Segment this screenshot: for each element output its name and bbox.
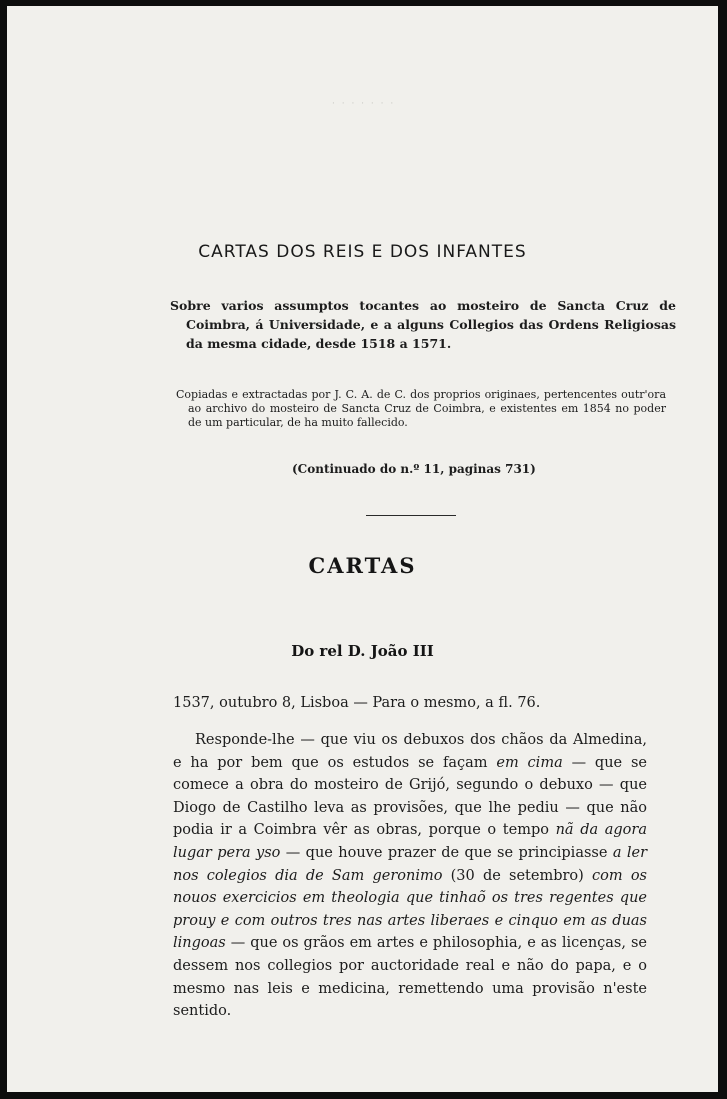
body-italic-run: nã da agora lugar pera yso: [173, 822, 647, 861]
body-italic-run: em cima: [496, 754, 563, 771]
body-italic-run: com os nouos exercicios em theologia que tinhaõ os tres regentes que prouy e com outros tres nas artes liberaes e cinquo em as duas lingoas: [173, 867, 647, 952]
bleed-through-text: · · · · · · ·: [332, 99, 396, 109]
body-text-run: — que se comece a obra do mosteiro de Grijó, segundo o debuxo — que Diogo de Castilho leva as provisões, que lhe pediu — que não podia ir a Coimbra vêr as obras, porque o tempo: [173, 754, 648, 839]
letter-body: [173, 729, 647, 1023]
divider: [366, 515, 456, 516]
document-page: [7, 6, 718, 1092]
continued-note: (Continuado do n.º 11, paginas 731): [292, 462, 536, 476]
body-text-run: — que os grãos em artes e philosophia, e as licenças, se dessem nos collegios por auctoridade real e não do papa, e o mesmo nas leis e medicina, remettendo uma provisão n'este sentido.: [173, 935, 647, 1020]
subtitle: Sobre varios assumptos tocantes ao mosteiro de Sancta Cruz de Coimbra, á Universidade, e a alguns Collegios das Ordens Religiosas da mesma cidade, desde 1518 a 1571.: [170, 298, 676, 351]
source-note: Copiadas e extractadas por J. C. A. de C. dos proprios originaes, pertencentes outr'ora ao archivo do mosteiro de Sancta Cruz de Coimbra, e existentes em 1854 no poder de um particular, de ha muito fallecido.: [176, 388, 666, 429]
letter-sender: Do rel D. João III: [291, 642, 434, 660]
letter-dateline: 1537, outubro 8, Lisboa — Para o mesmo, a fl. 76.: [173, 695, 541, 711]
section-heading: CARTAS: [308, 553, 417, 578]
page-title: CARTAS DOS REIS E DOS INFANTES: [198, 242, 527, 262]
body-text-run: Responde-lhe — que viu os debuxos dos chãos da Almedina, e ha por bem que os estudos se façam: [173, 732, 647, 771]
body-text-run: — que houve prazer de que se principiasse: [280, 844, 613, 861]
body-text-run: (30 de setembro): [442, 867, 593, 884]
body-italic-run: a ler nos colegios dia de Sam geronimo: [173, 844, 648, 884]
